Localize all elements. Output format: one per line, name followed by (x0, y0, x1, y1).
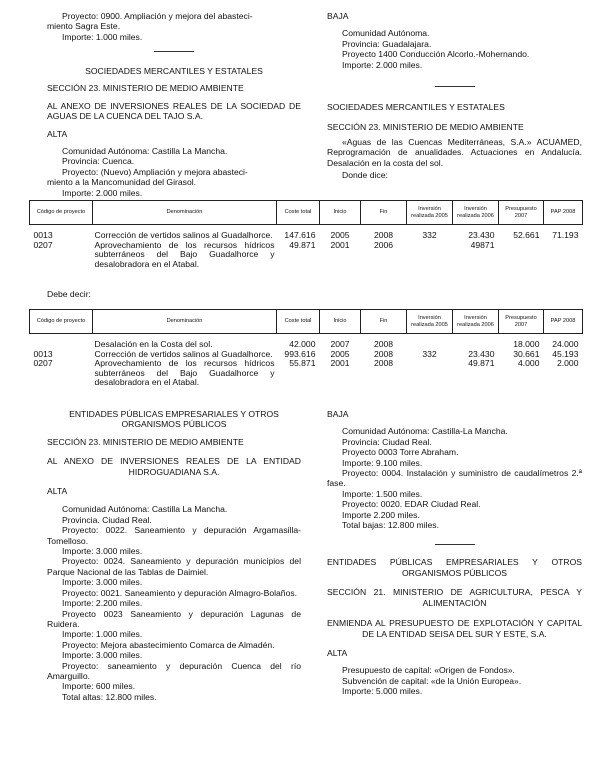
table-donde-dice (29, 200, 583, 269)
text-line: Comunidad Autónoma: Castilla La Mancha. (62, 146, 228, 157)
text-line: Provincia: Cuenca. (62, 156, 135, 167)
text-line: Proyecto: (Nuevo) Ampliación y mejora abasteci- (62, 166, 248, 177)
text-line: Proyecto: 0021. Saneamiento y depuración Almagro-Bolaños. (62, 587, 298, 598)
cell-pap2008 (544, 241, 583, 270)
seccion-title: SECCIÓN 23. MINISTERIO DE MEDIO AMBIENTE (327, 122, 524, 133)
text-line: Comunidad Autónoma: Castilla-La Mancha. (342, 426, 508, 437)
text-line: Importe: 1.500 miles. (342, 488, 423, 499)
cell-pap2008: 24.000 (552, 339, 579, 349)
seccion-title: SECCIÓN 23. MINISTERIO DE MEDIO AMBIENTE (47, 83, 244, 94)
cell-fin: 2008 (373, 348, 394, 359)
section-heading: ENTIDADES PÚBLICAS EMPRESARIALES Y OTROS ORGANISMOS PÚBLICOS (69, 409, 279, 430)
col-header: Inicio (320, 310, 361, 334)
anexo-title: AL ANEXO DE INVERSIONES REALES DE LA SOCIEDAD DE AGUAS DE LA CUENCA DEL TAJO S.A. (47, 100, 301, 122)
col-header: PAP 2008 (544, 201, 583, 225)
cell-inv2005: 332 (422, 348, 437, 359)
col-header: Coste total (277, 310, 320, 334)
text-line: Provincia: Guadalajara. (342, 38, 432, 49)
text-line: Comunidad Autónoma. (342, 28, 430, 39)
table-debe-decir (29, 309, 583, 388)
text-line: Proyecto: 0900. Ampliación y mejora del abasteci- (62, 11, 253, 21)
cell-pres2007 (499, 241, 544, 270)
text-line: Proyecto: 0022. Saneamiento y depuración Argamasilla-Tomelloso. (47, 525, 301, 546)
text-line: Comunidad Autónoma: Castilla La Mancha. (62, 504, 228, 515)
text-line: Importe: 1.000 miles. (62, 31, 143, 42)
cell-inv2006: 23.430 (468, 230, 495, 240)
cell-inv2005 (407, 359, 453, 388)
text-line: Proyecto 0023 Saneamiento y depuración Lagunas de Ruidera. (47, 608, 301, 629)
cell-inv2005 (407, 241, 453, 270)
table-row (30, 241, 583, 270)
section-heading: SOCIEDADES MERCANTILES Y ESTATALES (327, 102, 505, 113)
seccion-title: SECCIÓN 23. MINISTERIO DE MEDIO AMBIENTE (47, 436, 244, 447)
separator (47, 51, 301, 52)
cell-inv2005 (407, 334, 453, 350)
text-line: Total altas: 12.800 miles. (62, 691, 157, 702)
col-header: Coste total (277, 201, 320, 225)
col-header: PAP 2008 (544, 310, 583, 334)
text-line: Proyecto 0003 Torre Abraham. (342, 447, 459, 458)
cell-denominacion: Corrección de vertidos salinos al Guadalhorce. (94, 348, 273, 359)
text-line: Importe 2.200 miles. (342, 509, 420, 520)
donde-dice-label: Donde dice: (342, 170, 388, 181)
table-row (30, 225, 583, 241)
cell-coste: 147.616 (284, 230, 316, 240)
text-line: Proyecto 1400 Conducción Alcorlo.-Mohernando. (342, 49, 530, 60)
cell-fin: 2006 (373, 239, 394, 250)
alta-label: ALTA (327, 647, 348, 658)
paragraph: «Aguas de las Cuencas Mediterráneas, S.A.» ACUAMED, Reprogramación de anualidades. Actuaciones en Andalucía. Desalación en la costa del sol. (327, 136, 582, 168)
section-heading: SOCIEDADES MERCANTILES Y ESTATALES (85, 66, 263, 76)
cell-denominacion: Corrección de vertidos salinos al Guadalhorce. (94, 230, 273, 240)
cell-inicio: 2001 (330, 239, 350, 250)
cell-inicio: 2005 (330, 348, 350, 359)
col-header: Presupuesto 2007 (499, 310, 544, 334)
text-line: Importe: 3.000 miles. (62, 546, 143, 557)
cell-inv2006: 49871 (470, 239, 495, 250)
baja-label: BAJA (327, 409, 349, 419)
cell-denominacion: Aprovechamiento de los recursos hídricos subterráneos del Bajo Guadalhorce y desalobradora en el Atabal. (94, 239, 275, 269)
text-line: Proyecto: 0020. EDAR Ciudad Real. (342, 499, 481, 510)
cell-fin: 2008 (373, 230, 394, 240)
text-line: Importe: 2.000 miles. (62, 187, 143, 198)
col-header: Presupuesto 2007 (499, 201, 544, 225)
alta-label: ALTA (47, 486, 68, 497)
cell-coste: 49.871 (289, 239, 316, 250)
section-heading: ENTIDADES PÚBLICAS EMPRESARIALES Y OTROS ORGANISMOS PÚBLICOS (327, 557, 582, 578)
baja-label: BAJA (327, 11, 349, 21)
col-header: Fin (361, 201, 407, 225)
text-line: Proyecto: 0004. Instalación y suministro de caudalímetros 2.ª fase. (327, 468, 582, 489)
text-line: miento Sagra Este. (47, 21, 121, 32)
cell-pap2008: 71.193 (552, 230, 579, 240)
enmienda-title: ENMIENDA AL PRESUPUESTO DE EXPLOTACIÓN Y CAPITAL DE LA ENTIDAD SEISA DEL SUR Y ESTE, S.A. (327, 618, 582, 639)
col-header: Inicio (320, 201, 361, 225)
text-line: Provincia: Ciudad Real. (342, 436, 432, 447)
text-line: Importe: 1.000 miles. (62, 629, 143, 640)
text-line: Importe: 5.000 miles. (342, 686, 423, 697)
separator (435, 544, 475, 545)
col-header: Fin (361, 310, 407, 334)
text-line: Total bajas: 12.800 miles. (342, 520, 439, 531)
cell-fin: 2008 (373, 358, 394, 369)
cell-pres2007: 52.661 (513, 230, 540, 240)
table-row (30, 334, 583, 350)
cell-fin: 2008 (373, 339, 394, 349)
left-top-block (47, 11, 301, 42)
text-line: miento a la Mancomunidad del Girasol. (47, 177, 197, 188)
cell-pap2008: 45.193 (552, 348, 579, 359)
cell-inv2006: 23.430 (468, 348, 495, 359)
text-line: Importe: 3.000 miles. (62, 577, 143, 588)
text-line: Presupuesto de capital: «Origen de Fondos». (342, 665, 515, 676)
col-header: Inversión realizada 2005 (407, 310, 453, 334)
cell-inv2006 (453, 334, 499, 350)
col-header: Denominación (93, 201, 277, 225)
col-header: Inversión realizada 2005 (407, 201, 453, 225)
separator (435, 86, 475, 87)
right-top-block (327, 11, 582, 180)
left-bottom-block (47, 409, 301, 702)
cell-inicio: 2001 (330, 358, 350, 369)
text-line: Importe: 2.200 miles. (62, 598, 143, 609)
table-row (30, 359, 583, 388)
col-header: Inversión realizada 2006 (453, 310, 499, 334)
cell-inicio: 2007 (330, 339, 350, 349)
left-section-1 (47, 66, 301, 198)
text-line: Proyecto: 0024. Saneamiento y depuración municipios del Parque Nacional de las Tablas de Daimiel. (47, 556, 301, 577)
text-line: Importe: 2.000 miles. (342, 59, 423, 70)
cell-coste: 55.871 (289, 358, 316, 369)
col-header: Inversión realizada 2006 (453, 201, 499, 225)
cell-coste: 993.616 (284, 348, 316, 359)
text-line: Subvención de capital: «de la Unión Europea». (342, 675, 522, 686)
cell-denominacion: Aprovechamiento de los recursos hídricos subterráneos del Bajo Guadalhorce y desalobradora en el Atabal. (94, 358, 275, 388)
text-line: Importe: 9.100 miles. (342, 457, 423, 468)
text-line: Importe: 3.000 miles. (62, 650, 143, 661)
seccion-title: SECCIÓN 21. MINISTERIO DE AGRICULTURA, PESCA Y ALIMENTACIÓN (327, 587, 582, 608)
cell-denominacion: Desalación en la Costa del sol. (94, 339, 213, 349)
cell-coste: 42.000 (289, 339, 316, 349)
text-line: Proyecto: Mejora abastecimiento Comarca de Almadén. (62, 639, 275, 650)
cell-code: 0013 (33, 230, 53, 240)
cell-pres2007: 4.000 (517, 358, 540, 369)
cell-code: 0013 (33, 348, 53, 359)
alta-label: ALTA (47, 128, 68, 139)
right-bottom-block (327, 409, 582, 697)
cell-code: 0207 (33, 358, 53, 369)
cell-pres2007: 18.000 (513, 339, 540, 349)
col-header: Código de proyecto (30, 201, 93, 225)
text-line: Importe: 600 miles. (62, 681, 136, 692)
text-line: Provincia. Ciudad Real. (62, 514, 152, 525)
cell-pap2008: 2.000 (556, 358, 579, 369)
cell-code: 0207 (33, 239, 53, 250)
cell-inicio: 2005 (330, 230, 350, 240)
col-header: Código de proyecto (30, 310, 93, 334)
anexo-title: AL ANEXO DE INVERSIONES REALES DE LA ENTIDAD HIDROGUADIANA S.A. (47, 456, 301, 477)
cell-inv2006: 49.871 (468, 358, 495, 369)
text-line: Proyecto: saneamiento y depuración Cuenca del río Amarguillo. (47, 660, 301, 681)
cell-code (30, 334, 93, 350)
col-header: Denominación (93, 310, 277, 334)
cell-inv2005: 332 (422, 230, 437, 240)
cell-pres2007: 30.661 (513, 348, 540, 359)
debe-decir-label: Debe decir: (47, 289, 91, 299)
